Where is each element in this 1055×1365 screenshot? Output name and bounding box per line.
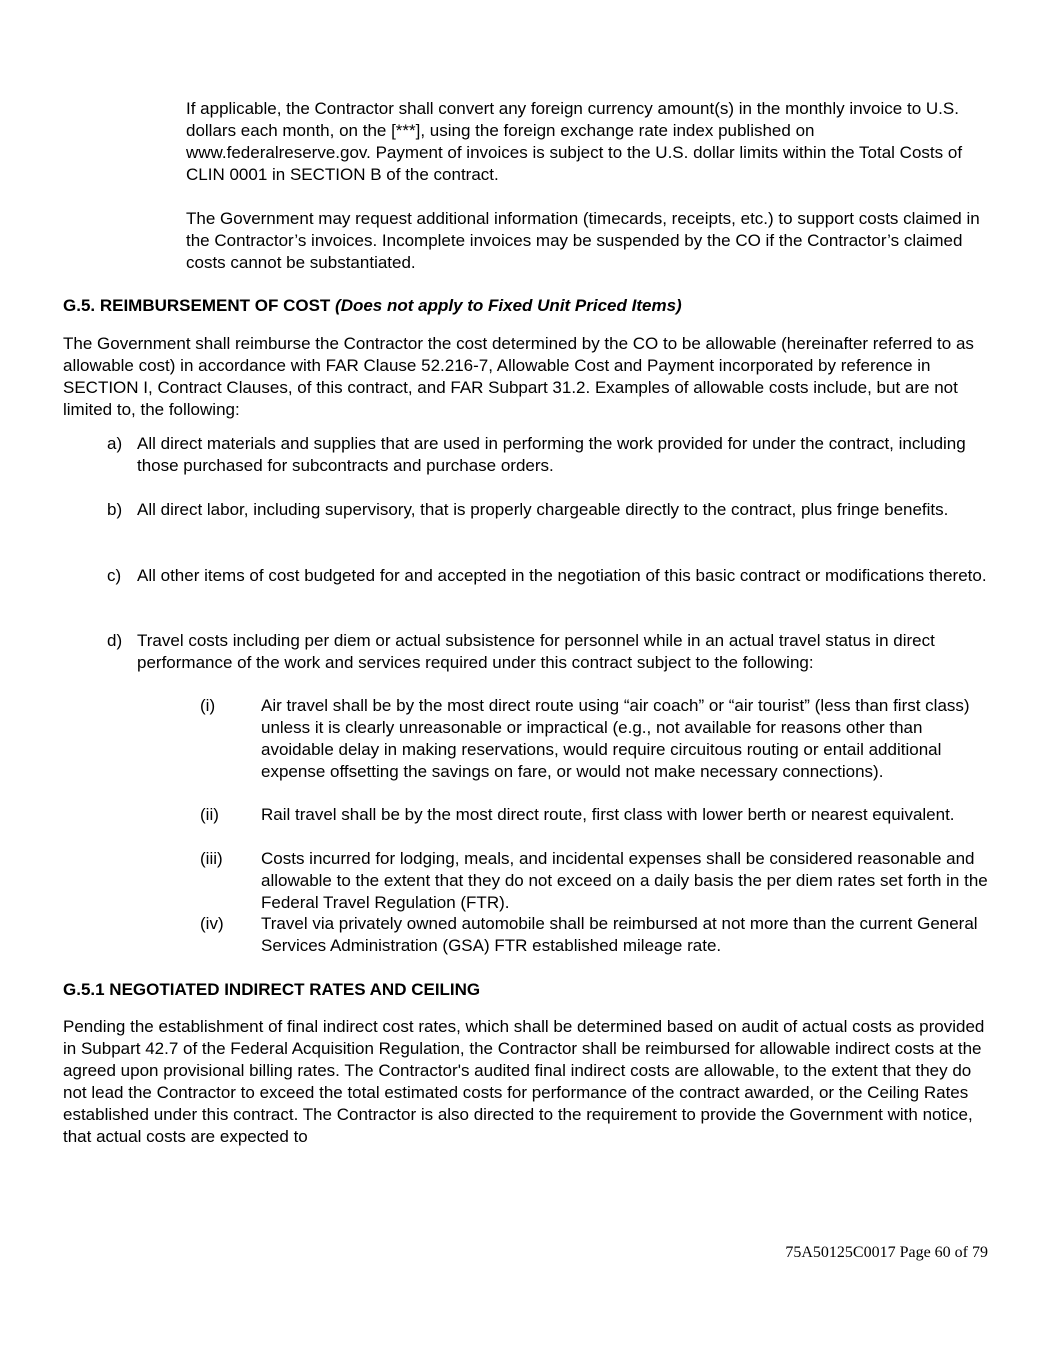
list-marker: d) xyxy=(107,631,123,650)
sub-list-item-text: Rail travel shall be by the most direct route, first class with lower berth or nearest equivalent. xyxy=(261,805,955,824)
section-g5-title: G.5. REIMBURSEMENT OF COST xyxy=(63,296,331,315)
list-item-text: All direct materials and supplies that are used in performing the work provided for under the contract, including those purchased for subcontracts and purchase orders. xyxy=(137,434,966,475)
section-g5-heading xyxy=(63,295,988,317)
list-marker: b) xyxy=(107,500,123,519)
sub-list-item-text: Air travel shall be by the most direct route using “air coach” or “air tourist” (less than first class) unless it is clearly unreasonable or impractical (e.g., not available for reasons other than avoidable delay in making reservations, would require circuitous routing or entail additional expense offsetting the savings on fare, or would not make necessary connections). xyxy=(261,696,970,781)
list-item-text: All other items of cost budgeted for and accepted in the negotiation of this basic contract or modifications thereto. xyxy=(137,566,987,585)
section-g51-heading: G.5.1 NEGOTIATED INDIRECT RATES AND CEILING xyxy=(63,980,481,999)
sub-list-marker: (i) xyxy=(200,696,216,715)
sub-list-item-text: Travel via privately owned automobile shall be reimbursed at not more than the current General Services Administration (GSA) FTR established mileage rate. xyxy=(261,914,978,955)
section-g51-body: Pending the establishment of final indirect cost rates, which shall be determined based on audit of actual costs as provided in Subpart 42.7 of the Federal Acquisition Regulation, the Contractor shall be reimbursed for allowable indirect costs at the agreed upon provisional billing rates. The Contractor's audited final indirect costs are allowable, to the extent that they do not lead the Contractor to exceed the total estimated costs for performance of the contract awarded, or the Ceiling Rates established under this contract. The Contractor is also directed to the requirement to provide the Government with notice, that actual costs are expected to xyxy=(63,1017,985,1146)
additional-information-paragraph: The Government may request additional information (timecards, receipts, etc.) to support costs claimed in the Contractor’s invoices. Incomplete invoices may be suspended by the CO if the Contractor’s claimed costs cannot be substantiated. xyxy=(186,209,980,272)
list-marker: a) xyxy=(107,434,123,453)
currency-conversion-paragraph: If applicable, the Contractor shall convert any foreign currency amount(s) in the monthly invoice to U.S. dollars each month, on the [***], using the foreign exchange rate index published on www.federalreserve.gov. Payment of invoices is subject to the U.S. dollar limits within the Total Costs of CLIN 0001 in SECTION B of the contract. xyxy=(186,99,963,184)
sub-list-marker: (iii) xyxy=(200,849,223,868)
sub-list-marker: (ii) xyxy=(200,805,219,824)
section-g5-intro: The Government shall reimburse the Contractor the cost determined by the CO to be allowable (hereinafter referred to as allowable cost) in accordance with FAR Clause 52.216-7, Allowable Cost and Payment incorporated by reference in SECTION I, Contract Clauses, of this contract, and FAR Subpart 31.2. Examples of allowable costs include, but are not limited to, the following: xyxy=(63,334,974,419)
list-item-text: All direct labor, including supervisory, that is properly chargeable directly to the contract, plus fringe benefits. xyxy=(137,500,949,519)
list-item-text: Travel costs including per diem or actual subsistence for personnel while in an actual travel status in direct performance of the work and services required under this contract subject to the following: xyxy=(137,631,935,672)
section-g5-note: (Does not apply to Fixed Unit Priced Items) xyxy=(335,296,682,315)
sub-list-marker: (iv) xyxy=(200,914,224,933)
sub-list-item-text: Costs incurred for lodging, meals, and incidental expenses shall be considered reasonable and allowable to the extent that they do not exceed on a daily basis the per diem rates set forth in the Federal Travel Regulation (FTR). xyxy=(261,849,988,912)
list-marker: c) xyxy=(107,566,122,585)
page-footer: 75A50125C0017 Page 60 of 79 xyxy=(785,1244,988,1261)
